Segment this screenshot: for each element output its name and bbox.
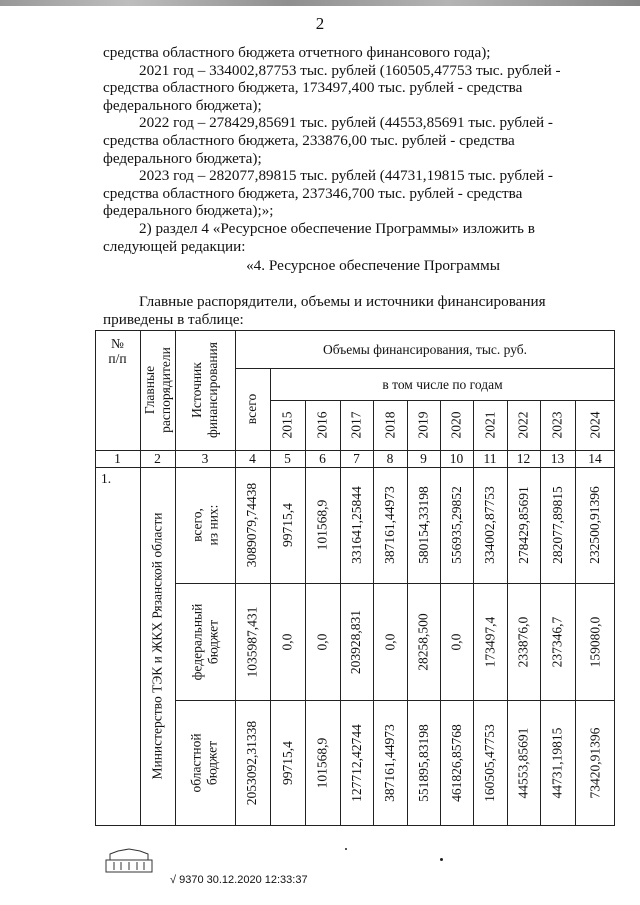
section-change-line-a: 2) раздел 4 «Ресурсное обеспечение Программы» изложить в — [139, 219, 535, 237]
year-header-2019 — [407, 400, 440, 450]
col-index-10-text: 10 — [449, 451, 464, 466]
emblem-stamp — [104, 848, 154, 874]
value-2-2021 — [473, 583, 507, 700]
value-2-2023 — [540, 583, 575, 700]
col-index-11 — [473, 450, 507, 467]
scan-top-edge — [0, 0, 640, 6]
value-1-2016-text: 101568,9 — [314, 499, 330, 551]
year-header-2017 — [340, 400, 373, 450]
value-3-2018 — [373, 700, 407, 825]
lead-text — [103, 293, 613, 328]
year-header-2021 — [473, 400, 507, 450]
col-managers-header-text: Главные распорядители — [141, 347, 173, 433]
year-header-2015 — [270, 400, 305, 450]
col-index-3 — [175, 450, 235, 467]
source-1-text: всего, из них: — [188, 504, 220, 546]
value-1-2020 — [440, 467, 473, 583]
year-header-2020-text: 2020 — [448, 411, 464, 439]
table-rule — [95, 825, 615, 826]
total-2-text: 1035987,431 — [244, 606, 260, 677]
value-3-2024-text: 73420,91396 — [587, 727, 602, 798]
value-2-2018 — [373, 583, 407, 700]
value-3-2015 — [270, 700, 305, 825]
source-2-text: федеральный бюджет — [189, 603, 221, 680]
col-index-7 — [340, 450, 373, 467]
year-header-2018 — [373, 400, 407, 450]
lead-line-2: приведены в таблице: — [103, 310, 244, 328]
value-3-2023 — [540, 700, 575, 825]
col-index-8-text: 8 — [386, 451, 394, 466]
year-header-2016-text: 2016 — [314, 411, 330, 439]
value-2-2015 — [270, 583, 305, 700]
value-3-2022-text: 44553,85691 — [515, 727, 531, 798]
value-2-2019-text: 28258,500 — [415, 612, 431, 671]
year-header-2023 — [540, 400, 575, 450]
col-by-years-header-text: в том числе по годам — [382, 376, 503, 392]
value-2-2017 — [340, 583, 373, 700]
row-number — [95, 467, 146, 829]
col-total-header-text: всего — [244, 393, 260, 425]
col-index-13 — [540, 450, 575, 467]
year-header-2022 — [507, 400, 540, 450]
col-index-9-text: 9 — [420, 451, 427, 466]
col-source-header — [175, 330, 235, 450]
year-header-2024-text: 2024 — [587, 411, 602, 439]
year-2023-line-a: 2023 год – 282077,89815 тыс. рублей (44731,19815 тыс. рублей - — [139, 167, 553, 185]
value-3-2021 — [473, 700, 507, 825]
col-index-10 — [440, 450, 473, 467]
col-index-13-text: 13 — [550, 451, 565, 466]
value-2-2020-text: 0,0 — [448, 633, 464, 650]
year-header-2019-text: 2019 — [415, 411, 431, 439]
scan-speck — [440, 858, 443, 861]
value-3-2018-text: 387161,44973 — [382, 723, 397, 802]
col-total-header — [235, 368, 270, 450]
lead-line-1: Главные распорядители, объемы и источники финансирования — [139, 293, 546, 310]
col-index-14 — [575, 450, 615, 467]
value-3-2019-text: 551895,83198 — [415, 723, 431, 802]
value-1-2019-text: 580154,33198 — [415, 486, 431, 564]
value-1-2020-text: 556935,29852 — [448, 486, 464, 564]
col-number-header — [95, 330, 140, 456]
col-index-9 — [407, 450, 440, 467]
value-2-2016 — [305, 583, 340, 700]
value-1-2018-text: 387161,44973 — [382, 486, 397, 564]
col-managers-header — [140, 330, 175, 450]
value-3-2021-text: 160505,47753 — [482, 723, 497, 802]
source-2 — [175, 583, 235, 700]
col-index-3-text: 3 — [201, 451, 209, 466]
year-2021-line-b: средства областного бюджета, 173497,400 тыс. рублей - средства — [103, 79, 523, 97]
value-2-2022-text: 233876,0 — [515, 616, 531, 667]
value-3-2016 — [305, 700, 340, 825]
value-1-2018 — [373, 467, 407, 583]
col-index-5-text: 5 — [284, 451, 291, 466]
value-1-2015 — [270, 467, 305, 583]
year-header-2023-text: 2023 — [549, 411, 565, 439]
value-3-2020 — [440, 700, 473, 825]
value-2-2015-text: 0,0 — [279, 633, 295, 650]
year-2021-line-c: федерального бюджета); — [103, 96, 262, 114]
col-index-7-text: 7 — [353, 451, 360, 466]
value-2-2023-text: 237346,7 — [549, 616, 565, 667]
value-3-2015-text: 99715,4 — [279, 740, 295, 785]
value-1-2016 — [305, 467, 340, 583]
value-1-2015-text: 99715,4 — [279, 503, 295, 547]
value-1-2017-text: 331641,25844 — [348, 486, 364, 564]
col-index-12 — [507, 450, 540, 467]
year-2022-line-b: средства областного бюджета, 233876,00 тыс. рублей - средства — [103, 131, 515, 149]
year-2022-line-c: федерального бюджета); — [103, 149, 262, 167]
value-3-2017 — [340, 700, 373, 825]
value-2-2022 — [507, 583, 540, 700]
year-header-2021-text: 2021 — [482, 411, 497, 439]
value-1-2021-text: 334002,87753 — [482, 486, 497, 564]
col-source-header-text: Источник финансирования — [189, 342, 221, 438]
value-2-2017-text: 203928,831 — [348, 609, 364, 674]
document-footer: √ 9370 30.12.2020 12:33:37 — [170, 874, 308, 886]
year-2023-line-b: средства областного бюджета, 237346,700 тыс. рублей - средства — [103, 184, 523, 202]
col-index-4-text: 4 — [249, 451, 256, 466]
col-index-11-text: 11 — [483, 451, 497, 466]
col-index-14-text: 14 — [588, 451, 602, 466]
year-2021-line-a: 2021 год – 334002,87753 тыс. рублей (160505,47753 тыс. рублей - — [139, 61, 561, 79]
value-1-2022-text: 278429,85691 — [515, 486, 531, 564]
total-3 — [235, 700, 270, 825]
total-1 — [235, 467, 270, 583]
value-2-2016-text: 0,0 — [314, 633, 330, 650]
intro-line-1: средства областного бюджета отчетного финансового года); — [103, 44, 491, 61]
col-volumes-header — [235, 330, 615, 368]
value-3-2016-text: 101568,9 — [314, 737, 330, 788]
year-header-2022-text: 2022 — [515, 411, 531, 439]
col-index-12-text: 12 — [516, 451, 531, 466]
total-1-text: 3089079,74438 — [244, 482, 260, 568]
row-number-text: 1. — [101, 471, 112, 486]
year-header-2018-text: 2018 — [382, 411, 397, 439]
value-2-2019 — [407, 583, 440, 700]
year-header-2016 — [305, 400, 340, 450]
value-1-2019 — [407, 467, 440, 583]
page-number: 2 — [315, 14, 325, 33]
total-2 — [235, 583, 270, 700]
col-index-2 — [140, 450, 175, 467]
total-3-text: 2053092,31338 — [244, 720, 260, 805]
value-3-2022 — [507, 700, 540, 825]
scan-speck — [345, 848, 347, 850]
manager-name — [140, 467, 175, 825]
value-1-2017 — [340, 467, 373, 583]
year-header-2015-text: 2015 — [279, 411, 295, 439]
value-3-2017-text: 127712,42744 — [348, 723, 364, 802]
col-by-years-header — [270, 368, 615, 400]
col-number-header-text: № п/п — [108, 336, 127, 366]
source-3 — [175, 700, 235, 825]
section-title: «4. Ресурсное обеспечение Программы — [246, 257, 500, 274]
manager-name-text: Министерство ТЭК и ЖКХ Рязанской области — [149, 512, 165, 780]
value-2-2024-text: 159080,0 — [587, 616, 602, 667]
value-2-2021-text: 173497,4 — [482, 616, 497, 667]
value-3-2023-text: 44731,19815 — [549, 727, 565, 798]
value-1-2023 — [540, 467, 575, 583]
value-2-2024 — [575, 583, 615, 700]
col-index-1-text: 1 — [114, 451, 121, 466]
source-3-text: областной бюджет — [188, 732, 220, 793]
source-1 — [175, 467, 235, 583]
value-3-2020-text: 461826,85768 — [448, 723, 464, 802]
year-2022-line-a: 2022 год – 278429,85691 тыс. рублей (44553,85691 тыс. рублей - — [139, 114, 553, 132]
col-index-4 — [235, 450, 270, 467]
value-2-2020 — [440, 583, 473, 700]
value-3-2019 — [407, 700, 440, 825]
value-3-2024 — [575, 700, 615, 825]
check-mark-icon: √ — [170, 874, 177, 886]
section-change-line-b: следующей редакции: — [103, 237, 246, 255]
year-2023-line-c: федерального бюджета);»; — [103, 202, 274, 220]
col-index-5 — [270, 450, 305, 467]
value-1-2021 — [473, 467, 507, 583]
value-1-2022 — [507, 467, 540, 583]
col-index-1 — [95, 450, 140, 467]
col-index-8 — [373, 450, 407, 467]
value-1-2024-text: 232500,91396 — [587, 486, 602, 564]
year-header-2024 — [575, 400, 615, 450]
intro-text — [103, 44, 613, 255]
col-index-6-text: 6 — [319, 451, 326, 466]
year-header-2017-text: 2017 — [348, 411, 364, 439]
value-2-2018-text: 0,0 — [382, 633, 397, 650]
value-1-2024 — [575, 467, 615, 583]
col-index-2-text: 2 — [154, 451, 161, 466]
value-1-2023-text: 282077,89815 — [549, 486, 565, 564]
financing-table — [95, 330, 615, 825]
year-header-2020 — [440, 400, 473, 450]
col-volumes-header-text: Объемы финансирования, тыс. руб. — [322, 341, 528, 357]
col-index-6 — [305, 450, 340, 467]
